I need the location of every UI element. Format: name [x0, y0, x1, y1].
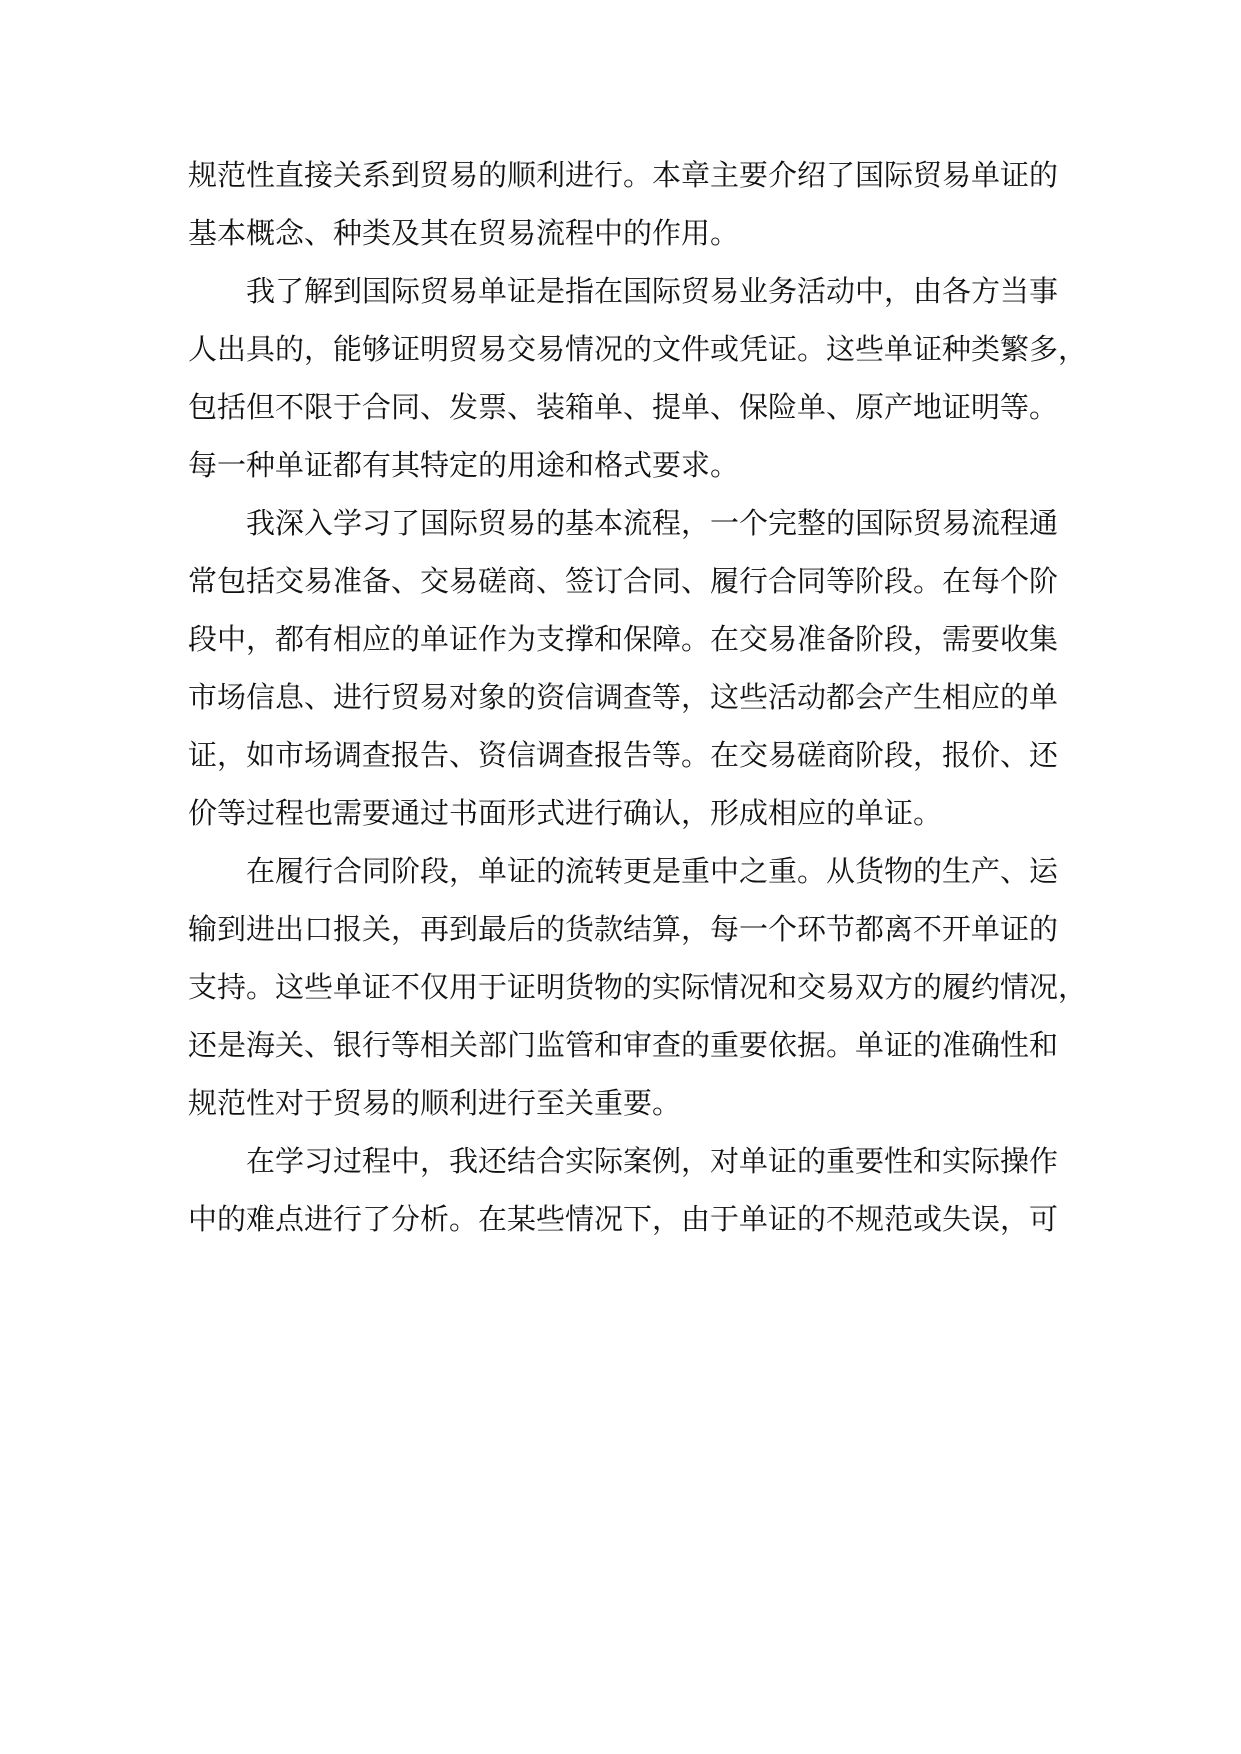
text-line: 段中，都有相应的单证作为支撑和保障。在交易准备阶段，需要收集 [188, 622, 1059, 656]
text-line: 中的难点进行了分析。在某些情况下，由于单证的不规范或失误，可 [188, 1202, 1059, 1236]
text-line: 市场信息、进行贸易对象的资信调查等，这些活动都会产生相应的单 [188, 680, 1059, 714]
text-line: 价等过程也需要通过书面形式进行确认，形成相应的单证。 [188, 796, 943, 830]
text-line: 基本概念、种类及其在贸易流程中的作用。 [188, 216, 740, 250]
text-line: 包括但不限于合同、发票、装箱单、提单、保险单、原产地证明等。 [188, 390, 1059, 424]
text-line: 证，如市场调查报告、资信调查报告等。在交易磋商阶段，报价、还 [188, 738, 1059, 772]
text-line: 我深入学习了国际贸易的基本流程，一个完整的国际贸易流程通 [246, 506, 1059, 540]
text-line: 人出具的，能够证明贸易交易情况的文件或凭证。这些单证种类繁多， [188, 332, 1088, 366]
body-text [188, 146, 1088, 1248]
text-line: 规范性直接关系到贸易的顺利进行。本章主要介绍了国际贸易单证的 [188, 158, 1059, 192]
text-line: 每一种单证都有其特定的用途和格式要求。 [188, 448, 740, 482]
text-line: 在履行合同阶段，单证的流转更是重中之重。从货物的生产、运 [246, 854, 1059, 888]
text-line: 支持。这些单证不仅用于证明货物的实际情况和交易双方的履约情况， [188, 970, 1088, 1004]
text-line: 在学习过程中，我还结合实际案例，对单证的重要性和实际操作 [246, 1144, 1059, 1178]
text-line: 输到进出口报关，再到最后的货款结算，每一个环节都离不开单证的 [188, 912, 1059, 946]
text-line: 还是海关、银行等相关部门监管和审查的重要依据。单证的准确性和 [188, 1028, 1059, 1062]
text-line: 规范性对于贸易的顺利进行至关重要。 [188, 1086, 682, 1120]
text-line: 常包括交易准备、交易磋商、签订合同、履行合同等阶段。在每个阶 [188, 564, 1059, 598]
text-line: 我了解到国际贸易单证是指在国际贸易业务活动中，由各方当事 [246, 274, 1059, 308]
